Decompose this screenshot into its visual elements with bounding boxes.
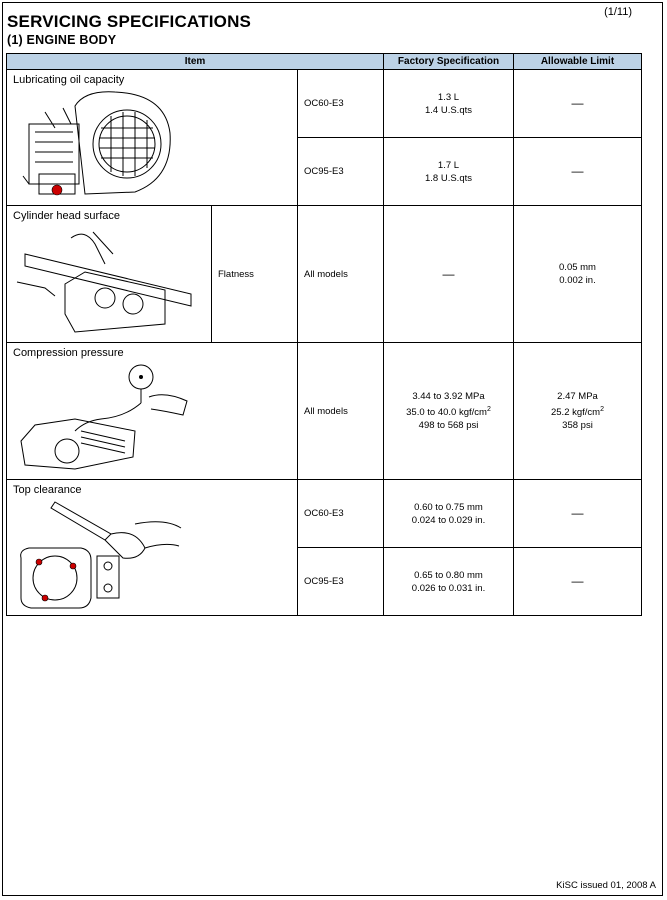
spec-value: 0.024 to 0.029 in. bbox=[411, 514, 486, 526]
spec-value: 1.4 U.S.qts bbox=[425, 104, 472, 116]
factory-spec-cell bbox=[384, 70, 514, 138]
section-title: (1) ENGINE BODY bbox=[7, 33, 117, 47]
spec-value: 3.44 to 3.92 MPa bbox=[412, 390, 485, 402]
table-row bbox=[7, 70, 642, 138]
unit-superscript: 2 bbox=[486, 405, 491, 413]
model-cell: OC60-E3 bbox=[298, 480, 384, 548]
item-top-clearance bbox=[7, 480, 298, 616]
header-item: Item bbox=[7, 54, 384, 70]
page-frame bbox=[2, 2, 663, 896]
allowable-limit-cell bbox=[514, 206, 642, 343]
model-cell: OC95-E3 bbox=[298, 138, 384, 206]
limit-value bbox=[514, 403, 641, 419]
header-limit: Allowable Limit bbox=[514, 54, 642, 70]
spec-value: 0.65 to 0.80 mm bbox=[414, 569, 483, 581]
item-title: Top clearance bbox=[13, 484, 82, 496]
allowable-limit-cell: — bbox=[514, 480, 642, 548]
limit-value: 2.47 MPa bbox=[557, 390, 598, 402]
spec-value: 1.8 U.S.qts bbox=[425, 172, 472, 184]
allowable-limit-cell: — bbox=[514, 70, 642, 138]
spec-value: 498 to 568 psi bbox=[418, 420, 479, 432]
limit-value: 0.002 in. bbox=[559, 275, 596, 286]
item-title: Compression pressure bbox=[13, 347, 124, 359]
spec-value: 0.026 to 0.031 in. bbox=[411, 582, 486, 594]
factory-spec-cell bbox=[384, 480, 514, 548]
sub-item-cell: Flatness bbox=[212, 206, 298, 343]
allowable-limit-cell bbox=[514, 343, 642, 480]
model-cell: OC60-E3 bbox=[298, 70, 384, 138]
table-row bbox=[7, 480, 642, 548]
spec-value: 1.7 L bbox=[437, 159, 460, 171]
item-lube bbox=[7, 70, 298, 206]
spec-value: 1.3 L bbox=[437, 91, 460, 103]
table-header-row bbox=[7, 54, 642, 70]
limit-text: 25.2 kgf/cm bbox=[550, 407, 601, 419]
factory-spec-cell: — bbox=[384, 206, 514, 343]
header-factory: Factory Specification bbox=[384, 54, 514, 70]
spec-value: 0.60 to 0.75 mm bbox=[414, 501, 483, 513]
item-title: Lubricating oil capacity bbox=[13, 74, 125, 86]
table-row bbox=[7, 343, 642, 480]
model-cell: All models bbox=[298, 343, 384, 480]
engine-oil-illustration bbox=[15, 88, 175, 200]
cylinder-head-illustration bbox=[15, 224, 195, 336]
top-clearance-illustration bbox=[15, 498, 185, 610]
factory-spec-cell bbox=[384, 138, 514, 206]
spec-value bbox=[384, 403, 513, 419]
model-cell: All models bbox=[298, 206, 384, 343]
factory-spec-cell bbox=[384, 343, 514, 480]
compression-gauge-illustration bbox=[15, 361, 195, 473]
spec-text: 35.0 to 40.0 kgf/cm bbox=[406, 407, 487, 419]
spec-table bbox=[6, 53, 642, 616]
page-number: (1/11) bbox=[604, 6, 632, 18]
model-cell: OC95-E3 bbox=[298, 548, 384, 616]
limit-value: 358 psi bbox=[562, 420, 593, 432]
allowable-limit-cell: — bbox=[514, 138, 642, 206]
footer-issue: KiSC issued 01, 2008 A bbox=[556, 880, 656, 891]
item-compression bbox=[7, 343, 298, 480]
page-title: SERVICING SPECIFICATIONS bbox=[7, 12, 252, 31]
item-cylinder-head bbox=[7, 206, 212, 343]
limit-value: 0.05 mm bbox=[559, 262, 596, 273]
allowable-limit-cell: — bbox=[514, 548, 642, 616]
unit-superscript: 2 bbox=[600, 405, 604, 413]
item-title: Cylinder head surface bbox=[13, 210, 121, 222]
table-row bbox=[7, 206, 642, 343]
factory-spec-cell bbox=[384, 548, 514, 616]
